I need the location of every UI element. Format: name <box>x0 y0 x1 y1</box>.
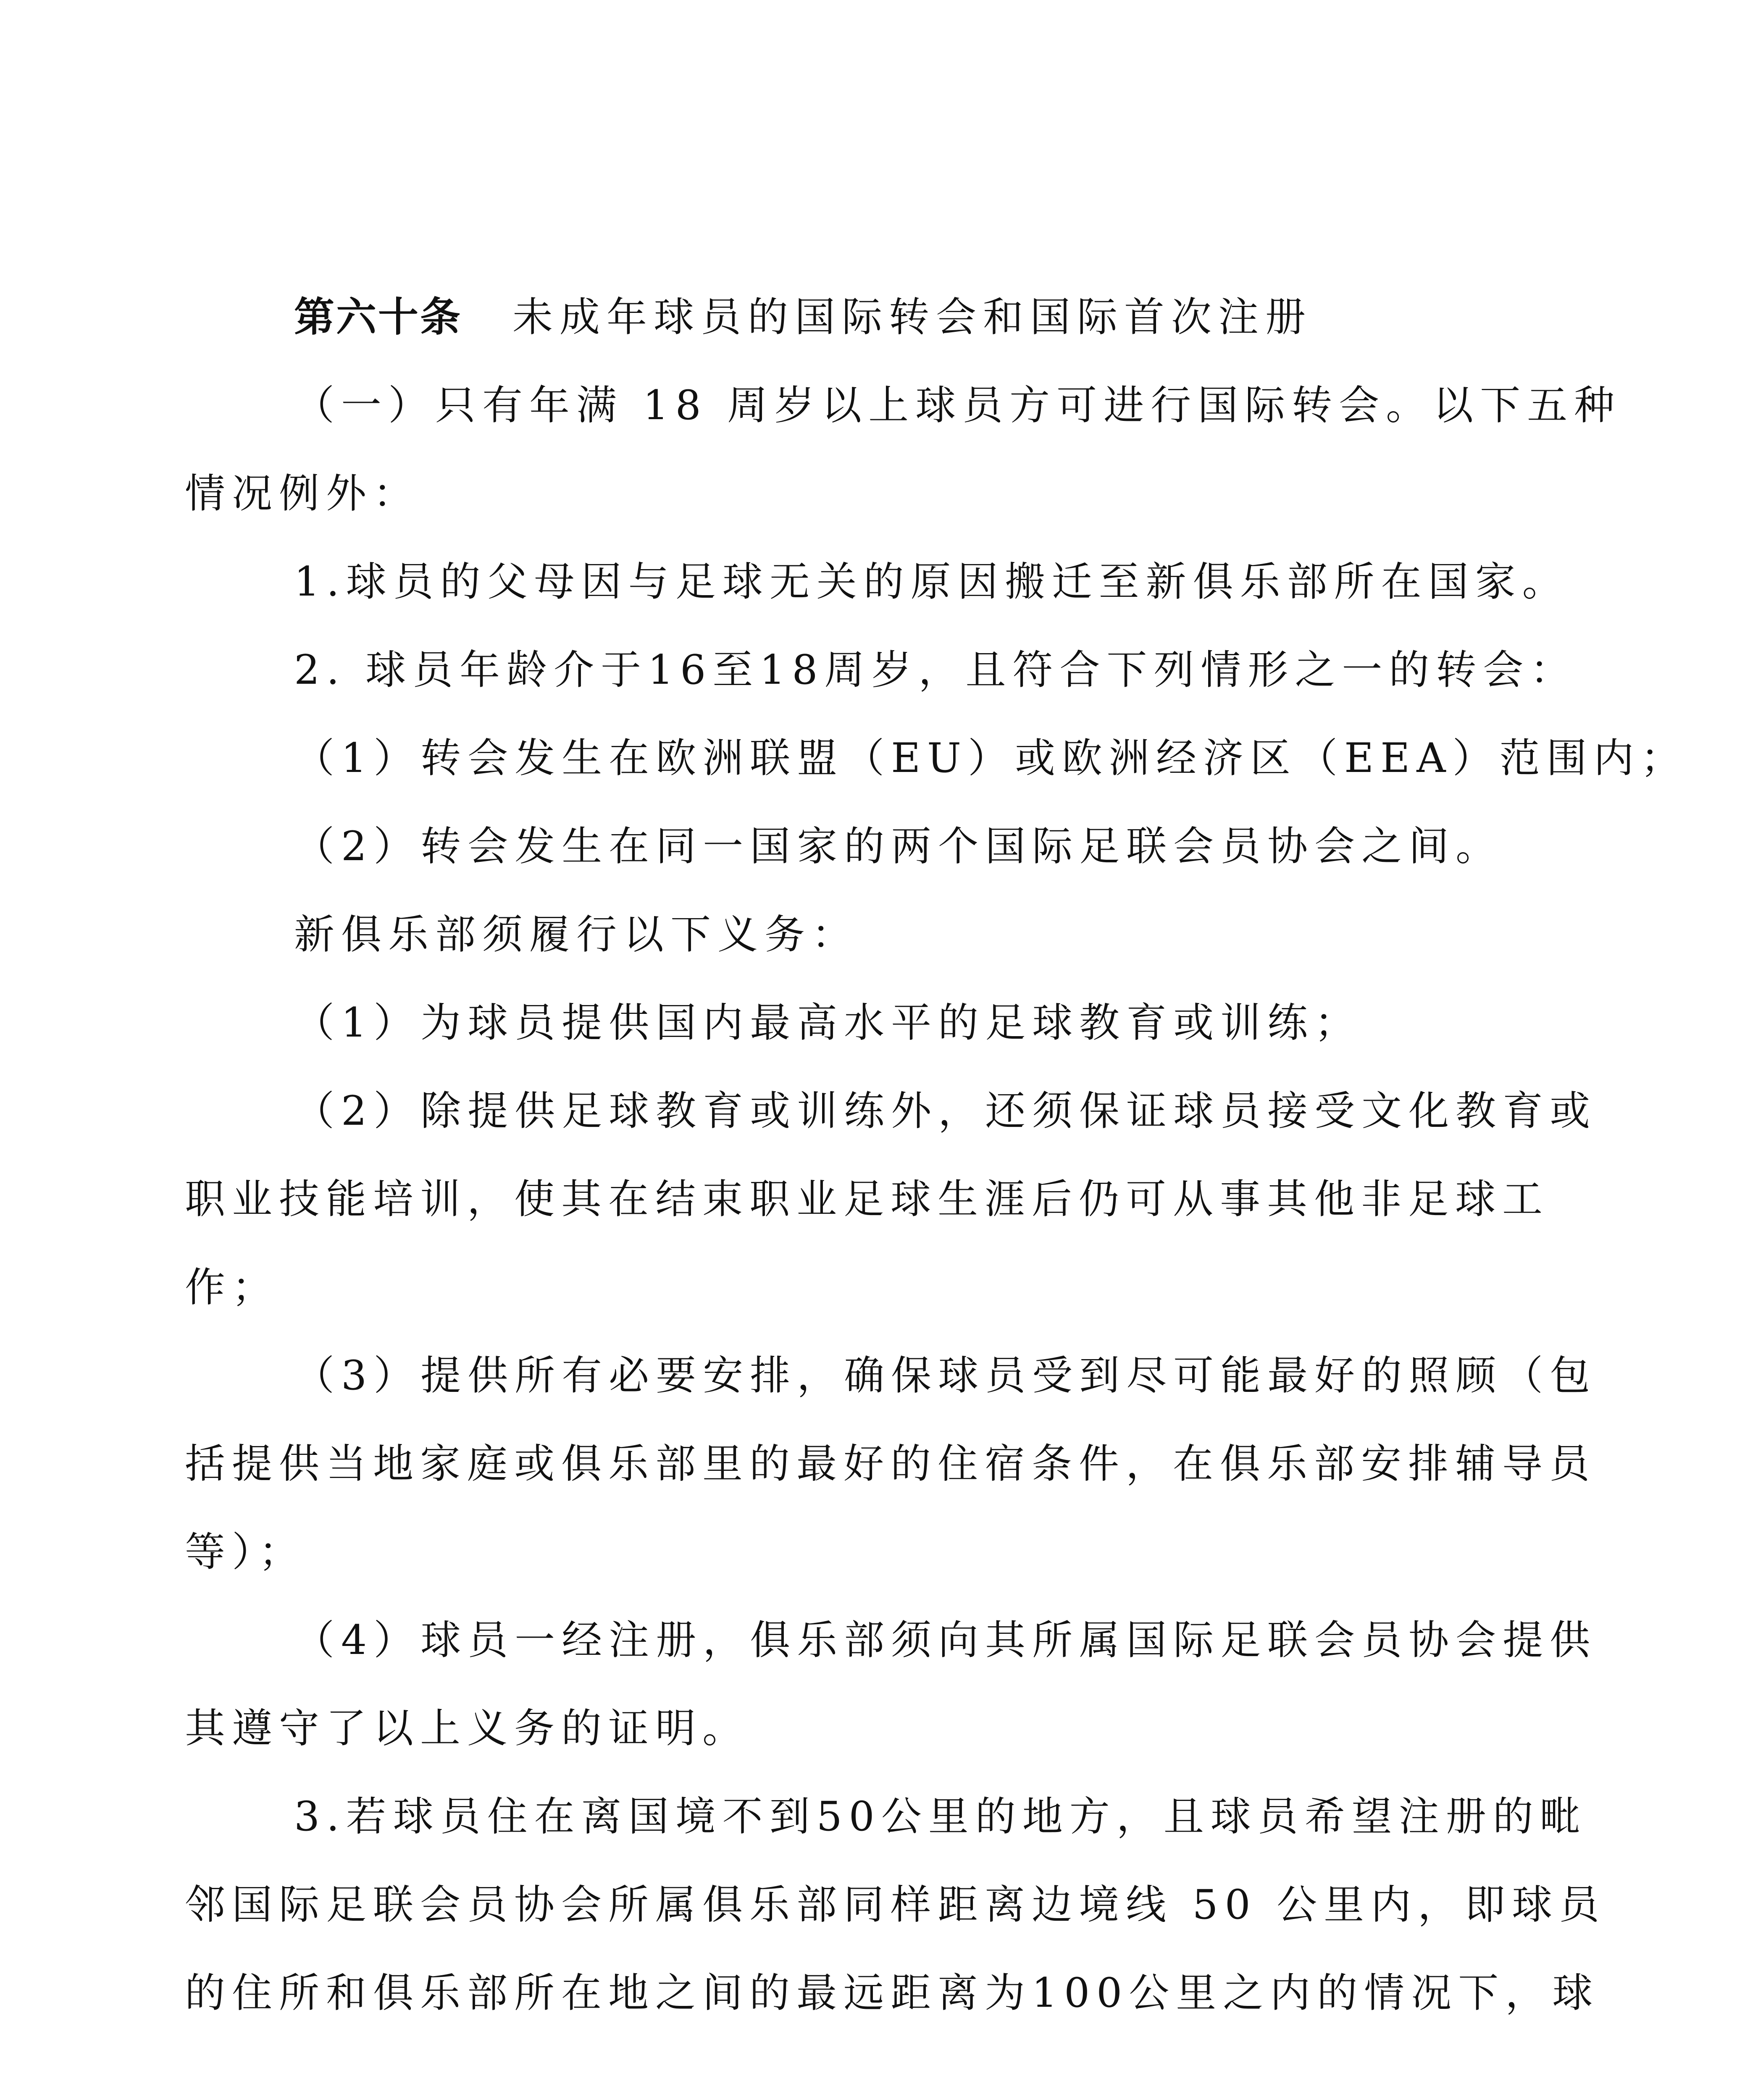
paragraph-line: （2）除提供足球教育或训练外，还须保证球员接受文化教育或 <box>294 1087 1597 1134</box>
article-title: 未成年球员的国际转会和国际首次注册 <box>512 294 1312 341</box>
paragraph-line: 作； <box>185 1264 279 1311</box>
paragraph-line: 括提供当地家庭或俱乐部里的最好的住宿条件，在俱乐部安排辅导员 <box>185 1440 1596 1487</box>
paragraph-line: （4）球员一经注册，俱乐部须向其所属国际足联会员协会提供 <box>294 1617 1597 1664</box>
paragraph-line: 3.若球员住在离国境不到50公里的地方，且球员希望注册的毗 <box>294 1793 1587 1840</box>
article-number: 第六十条 <box>294 294 462 341</box>
paragraph-line: 职业技能培训，使其在结束职业足球生涯后仍可从事其他非足球工 <box>185 1176 1549 1223</box>
paragraph-line: 等）； <box>185 1528 306 1575</box>
paragraph-line: （一）只有年满 18 周岁以上球员方可进行国际转会。以下五种 <box>294 382 1621 429</box>
paragraph-line: （1）转会发生在欧洲联盟（EU）或欧洲经济区（EEA）范围内； <box>294 735 1688 782</box>
paragraph-line: （3）提供所有必要安排，确保球员受到尽可能最好的照顾（包 <box>294 1352 1597 1399</box>
article-heading <box>294 292 1312 342</box>
paragraph-line: 新俱乐部须履行以下义务： <box>294 911 859 958</box>
paragraph-line: 的住所和俱乐部所在地之间的最远距离为100公里之内的情况下，球 <box>185 1969 1600 2016</box>
paragraph-line: 2. 球员年龄介于16至18周岁，且符合下列情形之一的转会： <box>294 646 1577 693</box>
paragraph-line: 1.球员的父母因与足球无关的原因搬迁至新俱乐部所在国家。 <box>294 558 1569 605</box>
paragraph-line: 其遵守了以上义务的证明。 <box>185 1705 749 1752</box>
paragraph-line: （2）转会发生在同一国家的两个国际足联会员协会之间。 <box>294 823 1503 870</box>
paragraph-line: （1）为球员提供国内最高水平的足球教育或训练； <box>294 999 1362 1046</box>
paragraph-line: 邻国际足联会员协会所属俱乐部同样距离边境线 50 公里内，即球员 <box>185 1881 1606 1928</box>
paragraph-line: 情况例外： <box>185 470 420 517</box>
